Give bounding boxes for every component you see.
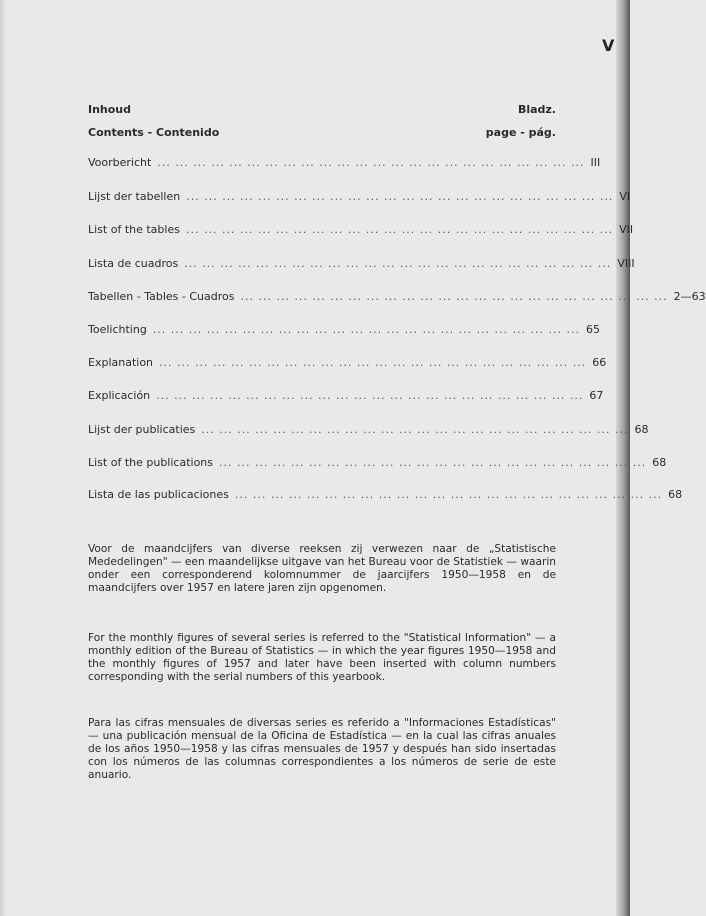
toc-header-row-2	[88, 126, 556, 139]
page-number: V	[602, 36, 615, 55]
toc-entry-page: 68	[652, 456, 667, 469]
toc-entry-label: Lista de las publicaciones	[88, 488, 229, 501]
toc-entry	[88, 488, 683, 501]
toc-leader-dots: ... ... ... ... ... ... ... ... ... ... ... ... ... ... ... ... ... ... ... ... ... ... ... ...	[234, 488, 663, 501]
toc-entry-label: Toelichting	[88, 323, 147, 336]
toc-entry	[88, 423, 649, 436]
toc-leader-dots: ... ... ... ... ... ... ... ... ... ... ... ... ... ... ... ... ... ... ... ... ... ... ... ...	[185, 223, 614, 236]
toc-entry-label: Tabellen - Tables - Cuadros	[88, 290, 235, 303]
toc-entry	[88, 190, 631, 203]
toc-entry	[88, 223, 634, 236]
toc-entry	[88, 290, 706, 303]
toc-entry	[88, 389, 604, 402]
note-english: For the monthly figures of several series is referred to the "Statistical Information" — a monthly edition of the Bureau of Statistics — in which the year figures 1950—1958 and the monthly figures of 1957 and later have been inserted with column numbers corresponding with the serial numbers of this yearbook.	[88, 632, 556, 683]
toc-title-nl: Inhoud	[88, 103, 132, 116]
toc-entry-label: Voorbericht	[88, 156, 152, 169]
page-left-edge	[0, 0, 6, 916]
toc-entry-page: 66	[592, 356, 607, 369]
toc-entry-label: List of the publications	[88, 456, 214, 469]
toc-title-en-es: Contents - Contenido	[88, 126, 220, 139]
toc-header-row-1	[88, 103, 556, 116]
toc-page-label-en-es: page - pág.	[485, 126, 556, 139]
toc-entry-page: 68	[668, 488, 683, 501]
toc-entry-page: 67	[589, 389, 604, 402]
toc-entry-page: 2—63	[673, 290, 706, 303]
toc-entry-label: Lista de cuadros	[88, 257, 179, 270]
toc-entry-page: 65	[586, 323, 600, 336]
toc-entry-label: Lijst der publicaties	[88, 423, 196, 436]
toc-leader-dots: ... ... ... ... ... ... ... ... ... ... ... ... ... ... ... ... ... ... ... ... ... ... ... ...	[219, 456, 647, 469]
toc-entry	[88, 356, 607, 369]
toc-entry-label: List of the tables	[88, 223, 180, 236]
toc-entry-page: VIII	[617, 257, 635, 270]
toc-page-label-nl: Bladz.	[517, 103, 556, 116]
note-spanish: Para las cifras mensuales de diversas series es referido a "Informaciones Estadísticas" — una publicación mensual de la Oficina de Estadística — en la cual las cifras anuales de los años 1950—1958 y las cifras mensuales de 1957 y después han sido insertadas con los números de las columnas correspondientes a los números de serie de este anuario.	[88, 717, 556, 781]
toc-entry-label: Explanation	[88, 356, 154, 369]
toc-leader-dots: ... ... ... ... ... ... ... ... ... ... ... ... ... ... ... ... ... ... ... ... ... ... ... ...	[240, 290, 668, 303]
toc-entry	[88, 257, 635, 270]
toc-entry-label: Lijst der tabellen	[88, 190, 181, 203]
toc-entry	[88, 323, 600, 336]
toc-entry-page: VII	[619, 223, 634, 236]
toc-leader-dots: ... ... ... ... ... ... ... ... ... ... ... ... ... ... ... ... ... ... ... ... ... ... ... ...	[201, 423, 629, 436]
toc-leader-dots: ... ... ... ... ... ... ... ... ... ... ... ... ... ... ... ... ... ... ... ... ... ... ... ...	[184, 257, 612, 270]
toc-entry	[88, 156, 601, 169]
toc-entry-page: VI	[619, 190, 631, 203]
toc-leader-dots: ... ... ... ... ... ... ... ... ... ... ... ... ... ... ... ... ... ... ... ... ... ... ... ...	[157, 156, 585, 169]
toc-entry-page: 68	[634, 423, 649, 436]
toc-leader-dots: ... ... ... ... ... ... ... ... ... ... ... ... ... ... ... ... ... ... ... ... ... ... ... ...	[156, 389, 584, 402]
toc-leader-dots: ... ... ... ... ... ... ... ... ... ... ... ... ... ... ... ... ... ... ... ... ... ... ... ...	[159, 356, 587, 369]
toc-entry	[88, 456, 667, 469]
toc-entry-label: Explicación	[88, 389, 151, 402]
note-dutch: Voor de maandcijfers van diverse reeksen zij verwezen naar de „Statistische Mededelingen" — een maandelijkse uitgave van het Bureau voor de Statistiek — waarin onder een corresponderend kolomnummer de jaarcijfers 1950—1958 en de maandcijfers over 1957 en latere jaren zijn opgenomen.	[88, 543, 556, 594]
toc-leader-dots: ... ... ... ... ... ... ... ... ... ... ... ... ... ... ... ... ... ... ... ... ... ... ... ...	[152, 323, 580, 336]
toc-leader-dots: ... ... ... ... ... ... ... ... ... ... ... ... ... ... ... ... ... ... ... ... ... ... ... ...	[186, 190, 614, 203]
toc-entry-page: III	[590, 156, 601, 169]
